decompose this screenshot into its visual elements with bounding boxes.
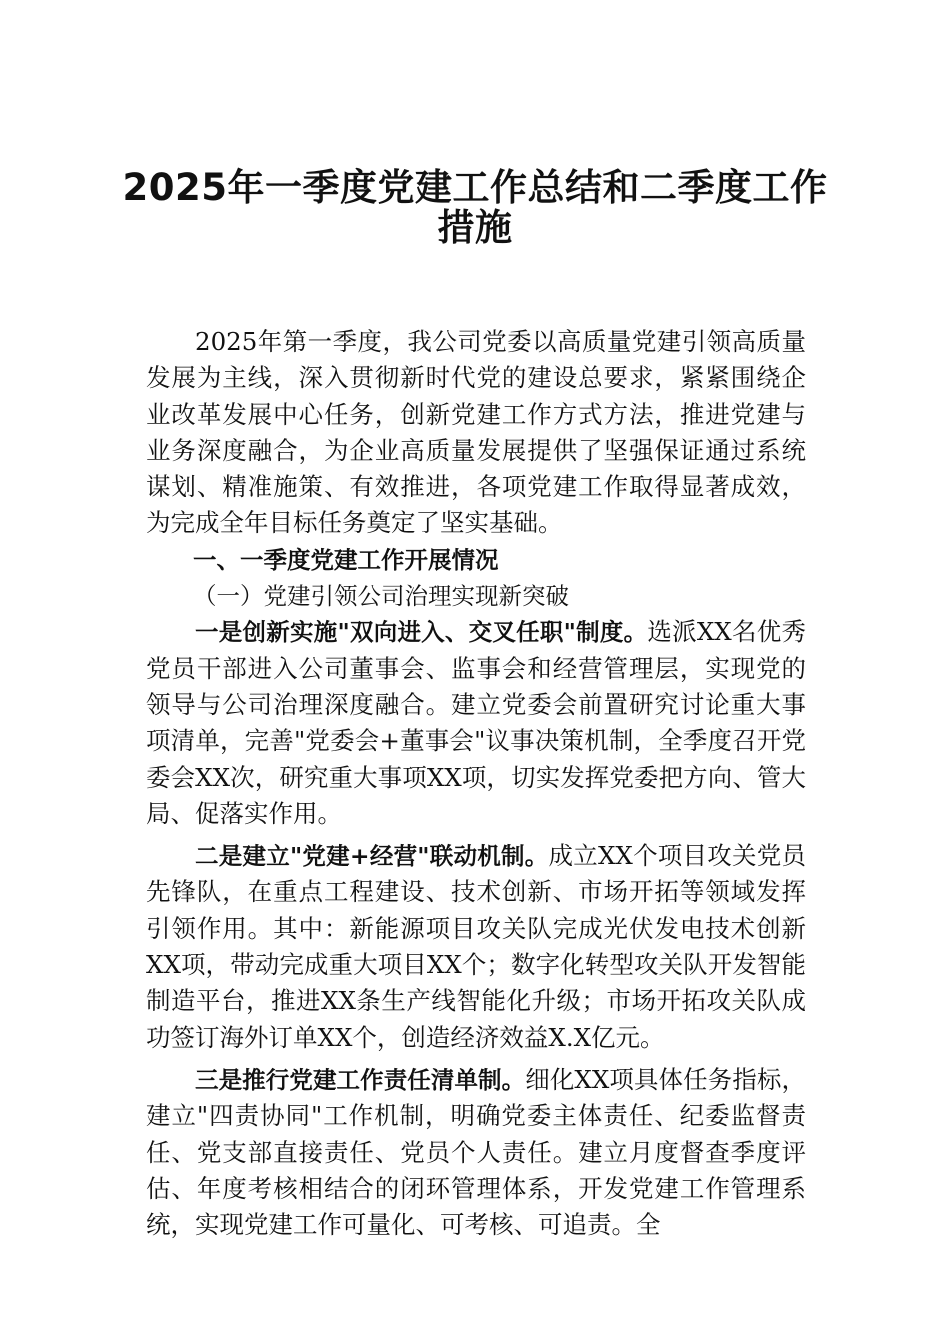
item-paragraph: [146, 838, 806, 1056]
document-title-line-2: 措施: [437, 206, 513, 249]
item-paragraph: [146, 1062, 806, 1243]
section-heading: 一、一季度党建工作开展情况: [193, 545, 499, 574]
item-text: 选派XX名优秀党员干部进入公司董事会、监事会和经营管理层，实现党的领导与公司治理深度融合。建立党委会前置研究讨论重大事项清单，完善"党委会+董事会"议事决策机制，全季度召开党委会XX次，研究重大事项XX项，切实发挥党委把方向、管大局、促落实作用。: [146, 617, 806, 828]
item-lead: 一是创新实施"双向进入、交叉任职"制度。: [195, 618, 648, 647]
document-body: [146, 324, 806, 1243]
subsection-heading: （一）党建引领公司治理实现新突破: [193, 582, 569, 611]
item-lead: 三是推行党建工作责任清单制。: [195, 1065, 526, 1094]
intro-paragraph: 2025年第一季度，我公司党委以高质量党建引领高质量发展为主线，深入贯彻新时代党的建设总要求，紧紧围绕企业改革发展中心任务，创新党建工作方式方法，推进党建与业务深度融合，为企业高质量发展提供了坚强保证通过系统谋划、精准施策、有效推进，各项党建工作取得显著成效，为完成全年目标任务奠定了坚实基础。: [146, 327, 806, 538]
item-paragraph: [146, 614, 806, 832]
document-title-line-1: 2025年一季度党建工作总结和二季度工作: [122, 166, 828, 209]
item-text: 细化XX项具体任务指标，建立"四责协同"工作机制，明确党委主体责任、纪委监督责任、党支部直接责任、党员个人责任。建立月度督查季度评估、年度考核相结合的闭环管理体系，开发党建工作管理系统，实现党建工作可量化、可考核、可追责。全: [146, 1064, 806, 1240]
item-text: 成立XX个项目攻关党员先锋队，在重点工程建设、技术创新、市场开拓等领域发挥引领作用。其中：新能源项目攻关队完成光伏发电技术创新XX项，带动完成重大项目XX个；数字化转型攻关队开发智能制造平台，推进XX条生产线智能化升级；市场开拓攻关队成功签订海外订单XX个，创造经济效益X.X亿元。: [146, 841, 806, 1052]
item-lead: 二是建立"党建+经营"联动机制。: [195, 842, 549, 871]
